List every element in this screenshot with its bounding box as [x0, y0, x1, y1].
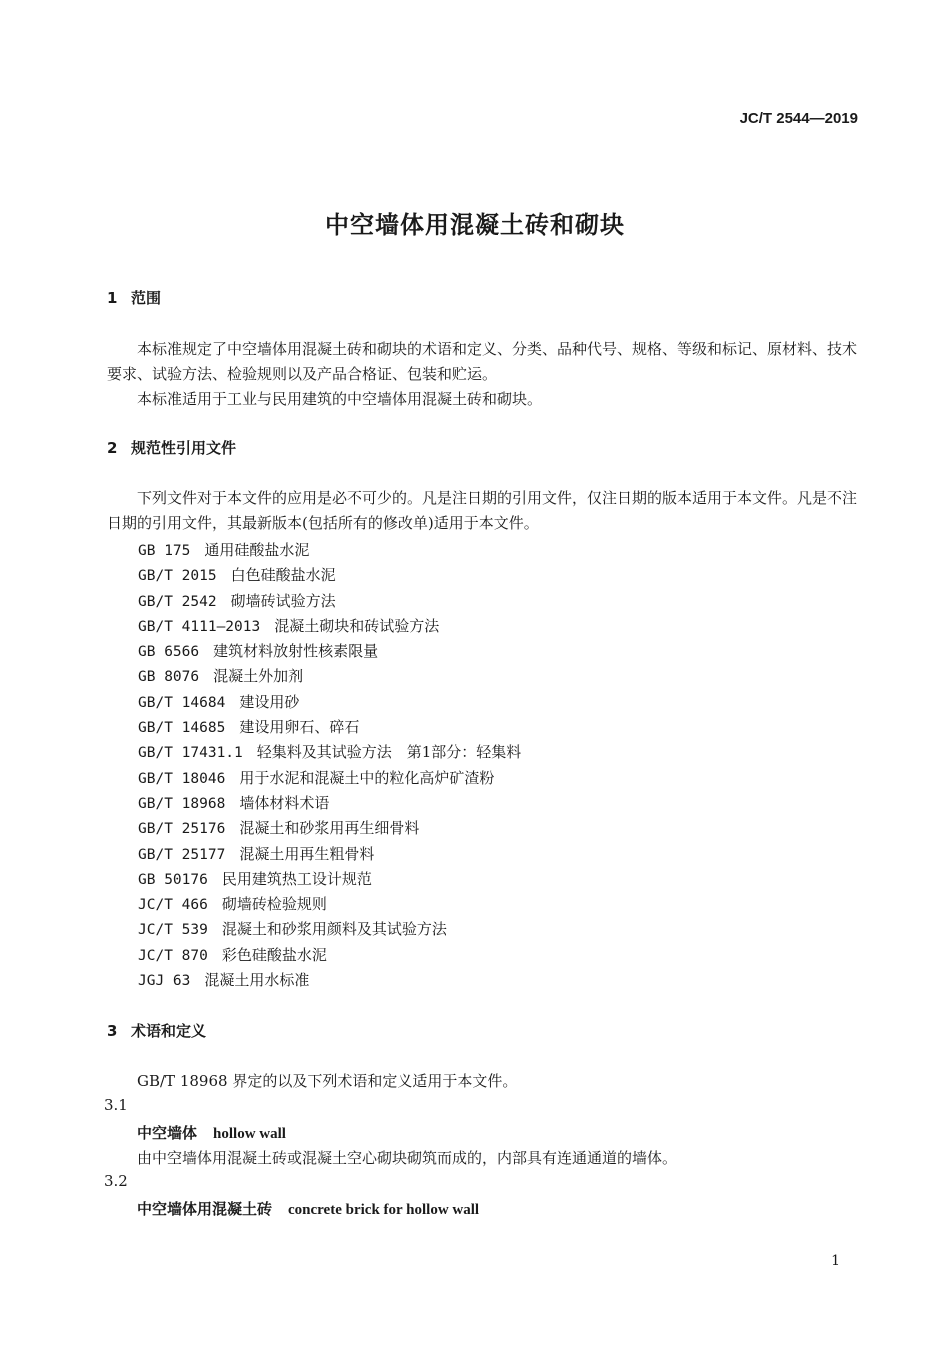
reference-title: 砌墙砖检验规则: [221, 895, 327, 914]
reference-title: 建设用砂: [239, 692, 300, 711]
scope-paragraph: 本标准规定了中空墙体用混凝土砖和砌块的术语和定义、分类、品种代号、规格、等级和标记、原材料、技术要求、试验方法、检验规则以及产品合格证、包装和贮运。: [107, 340, 858, 383]
term-zh: 中空墙体用混凝土砖: [137, 1200, 273, 1218]
section-1-heading: [107, 287, 161, 308]
reference-title: 用于水泥和混凝土中的粒化高炉矿渣粉: [239, 768, 495, 787]
reference-code: JC/T 466: [138, 897, 208, 914]
clause-number: 3.2: [104, 1172, 128, 1190]
reference-item: [138, 538, 521, 563]
reference-code: GB/T 4111—2013: [138, 618, 261, 635]
reference-title: 砌墙砖试验方法: [230, 591, 336, 610]
section-title: 范围: [131, 289, 162, 307]
reference-item: [138, 842, 521, 867]
term-en: concrete brick for hollow wall: [288, 1202, 480, 1218]
section-number: 1: [107, 289, 118, 307]
reference-code: GB/T 25177: [138, 846, 226, 863]
reference-item: [138, 917, 521, 942]
reference-item: [138, 715, 521, 740]
reference-item: [138, 943, 521, 968]
reference-item: [138, 740, 521, 765]
reference-title: 建设用卵石、碎石: [239, 718, 360, 737]
section-2-heading: [107, 437, 236, 458]
reference-title: 通用硅酸盐水泥: [204, 541, 310, 559]
term-heading: [137, 1122, 286, 1143]
reference-title: 民用建筑热工设计规范: [221, 869, 372, 888]
section-title: 规范性引用文件: [131, 439, 237, 457]
section-title: 术语和定义: [131, 1022, 207, 1040]
reference-title: 白色硅酸盐水泥: [230, 566, 336, 585]
reference-code: GB/T 14685: [138, 720, 226, 737]
reference-title: 混凝土和砂浆用再生细骨料: [239, 819, 420, 838]
term-definition: 由中空墙体用混凝土砖或混凝土空心砌块砌筑而成的，内部具有连通通道的墙体。: [137, 1149, 678, 1167]
reference-code: GB/T 14684: [138, 694, 226, 711]
reference-title: 混凝土用水标准: [204, 971, 310, 990]
reference-code: GB 175: [138, 543, 191, 559]
reference-title: 墙体材料术语: [239, 793, 330, 812]
reference-title: 混凝土外加剂: [213, 667, 304, 686]
reference-item: [138, 563, 521, 588]
reference-item: [138, 867, 521, 892]
reference-code: GB/T 17431.1: [138, 745, 243, 762]
reference-item: [138, 816, 521, 841]
reference-list: [138, 538, 521, 993]
reference-title: 建筑材料放射性核素限量: [213, 642, 379, 661]
reference-code: GB 6566: [138, 644, 200, 661]
reference-code: JGJ 63: [138, 973, 191, 990]
reference-code: GB 8076: [138, 669, 200, 686]
reference-code: GB/T 18968: [138, 795, 226, 812]
term-heading: [137, 1198, 479, 1219]
section-number: 3: [107, 1022, 118, 1040]
section-number: 2: [107, 439, 118, 457]
scope-applicability: 本标准适用于工业与民用建筑的中空墙体用混凝土砖和砌块。: [137, 390, 543, 408]
terms-intro: GB/T 18968 界定的以及下列术语和定义适用于本文件。: [137, 1072, 518, 1090]
reference-title: 混凝土和砂浆用颜料及其试验方法: [221, 920, 447, 939]
standard-code: JC/T 2544—2019: [739, 110, 858, 127]
document-title: 中空墙体用混凝土砖和砌块: [325, 211, 625, 239]
reference-item: [138, 968, 521, 993]
term-en: hollow wall: [213, 1126, 286, 1142]
reference-item: [138, 614, 521, 639]
reference-item: [138, 766, 521, 791]
reference-item: [138, 639, 521, 664]
reference-code: GB/T 2015: [138, 568, 217, 585]
reference-code: JC/T 539: [138, 922, 208, 939]
reference-code: GB/T 25176: [138, 821, 226, 838]
reference-code: GB 50176: [138, 871, 208, 888]
reference-code: GB/T 18046: [138, 770, 226, 787]
reference-code: GB/T 2542: [138, 593, 217, 610]
reference-item: [138, 589, 521, 614]
reference-code: JC/T 870: [138, 947, 208, 964]
clause-number: 3.1: [104, 1096, 128, 1114]
reference-title: 混凝土用再生粗骨料: [239, 844, 375, 863]
references-intro: 下列文件对于本文件的应用是必不可少的。凡是注日期的引用文件，仅注日期的版本适用于本文件。凡是不注日期的引用文件，其最新版本(包括所有的修改单)适用于本文件。: [107, 489, 858, 532]
reference-item: [138, 791, 521, 816]
reference-title: 彩色硅酸盐水泥: [221, 945, 327, 964]
reference-title: 混凝土砌块和砖试验方法: [274, 616, 440, 635]
reference-title: 轻集料及其试验方法 第1部分：轻集料: [256, 743, 522, 762]
page-number: 1: [831, 1253, 840, 1269]
term-zh: 中空墙体: [137, 1124, 198, 1142]
section-3-heading: [107, 1020, 206, 1041]
reference-item: [138, 664, 521, 689]
reference-item: [138, 690, 521, 715]
reference-item: [138, 892, 521, 917]
